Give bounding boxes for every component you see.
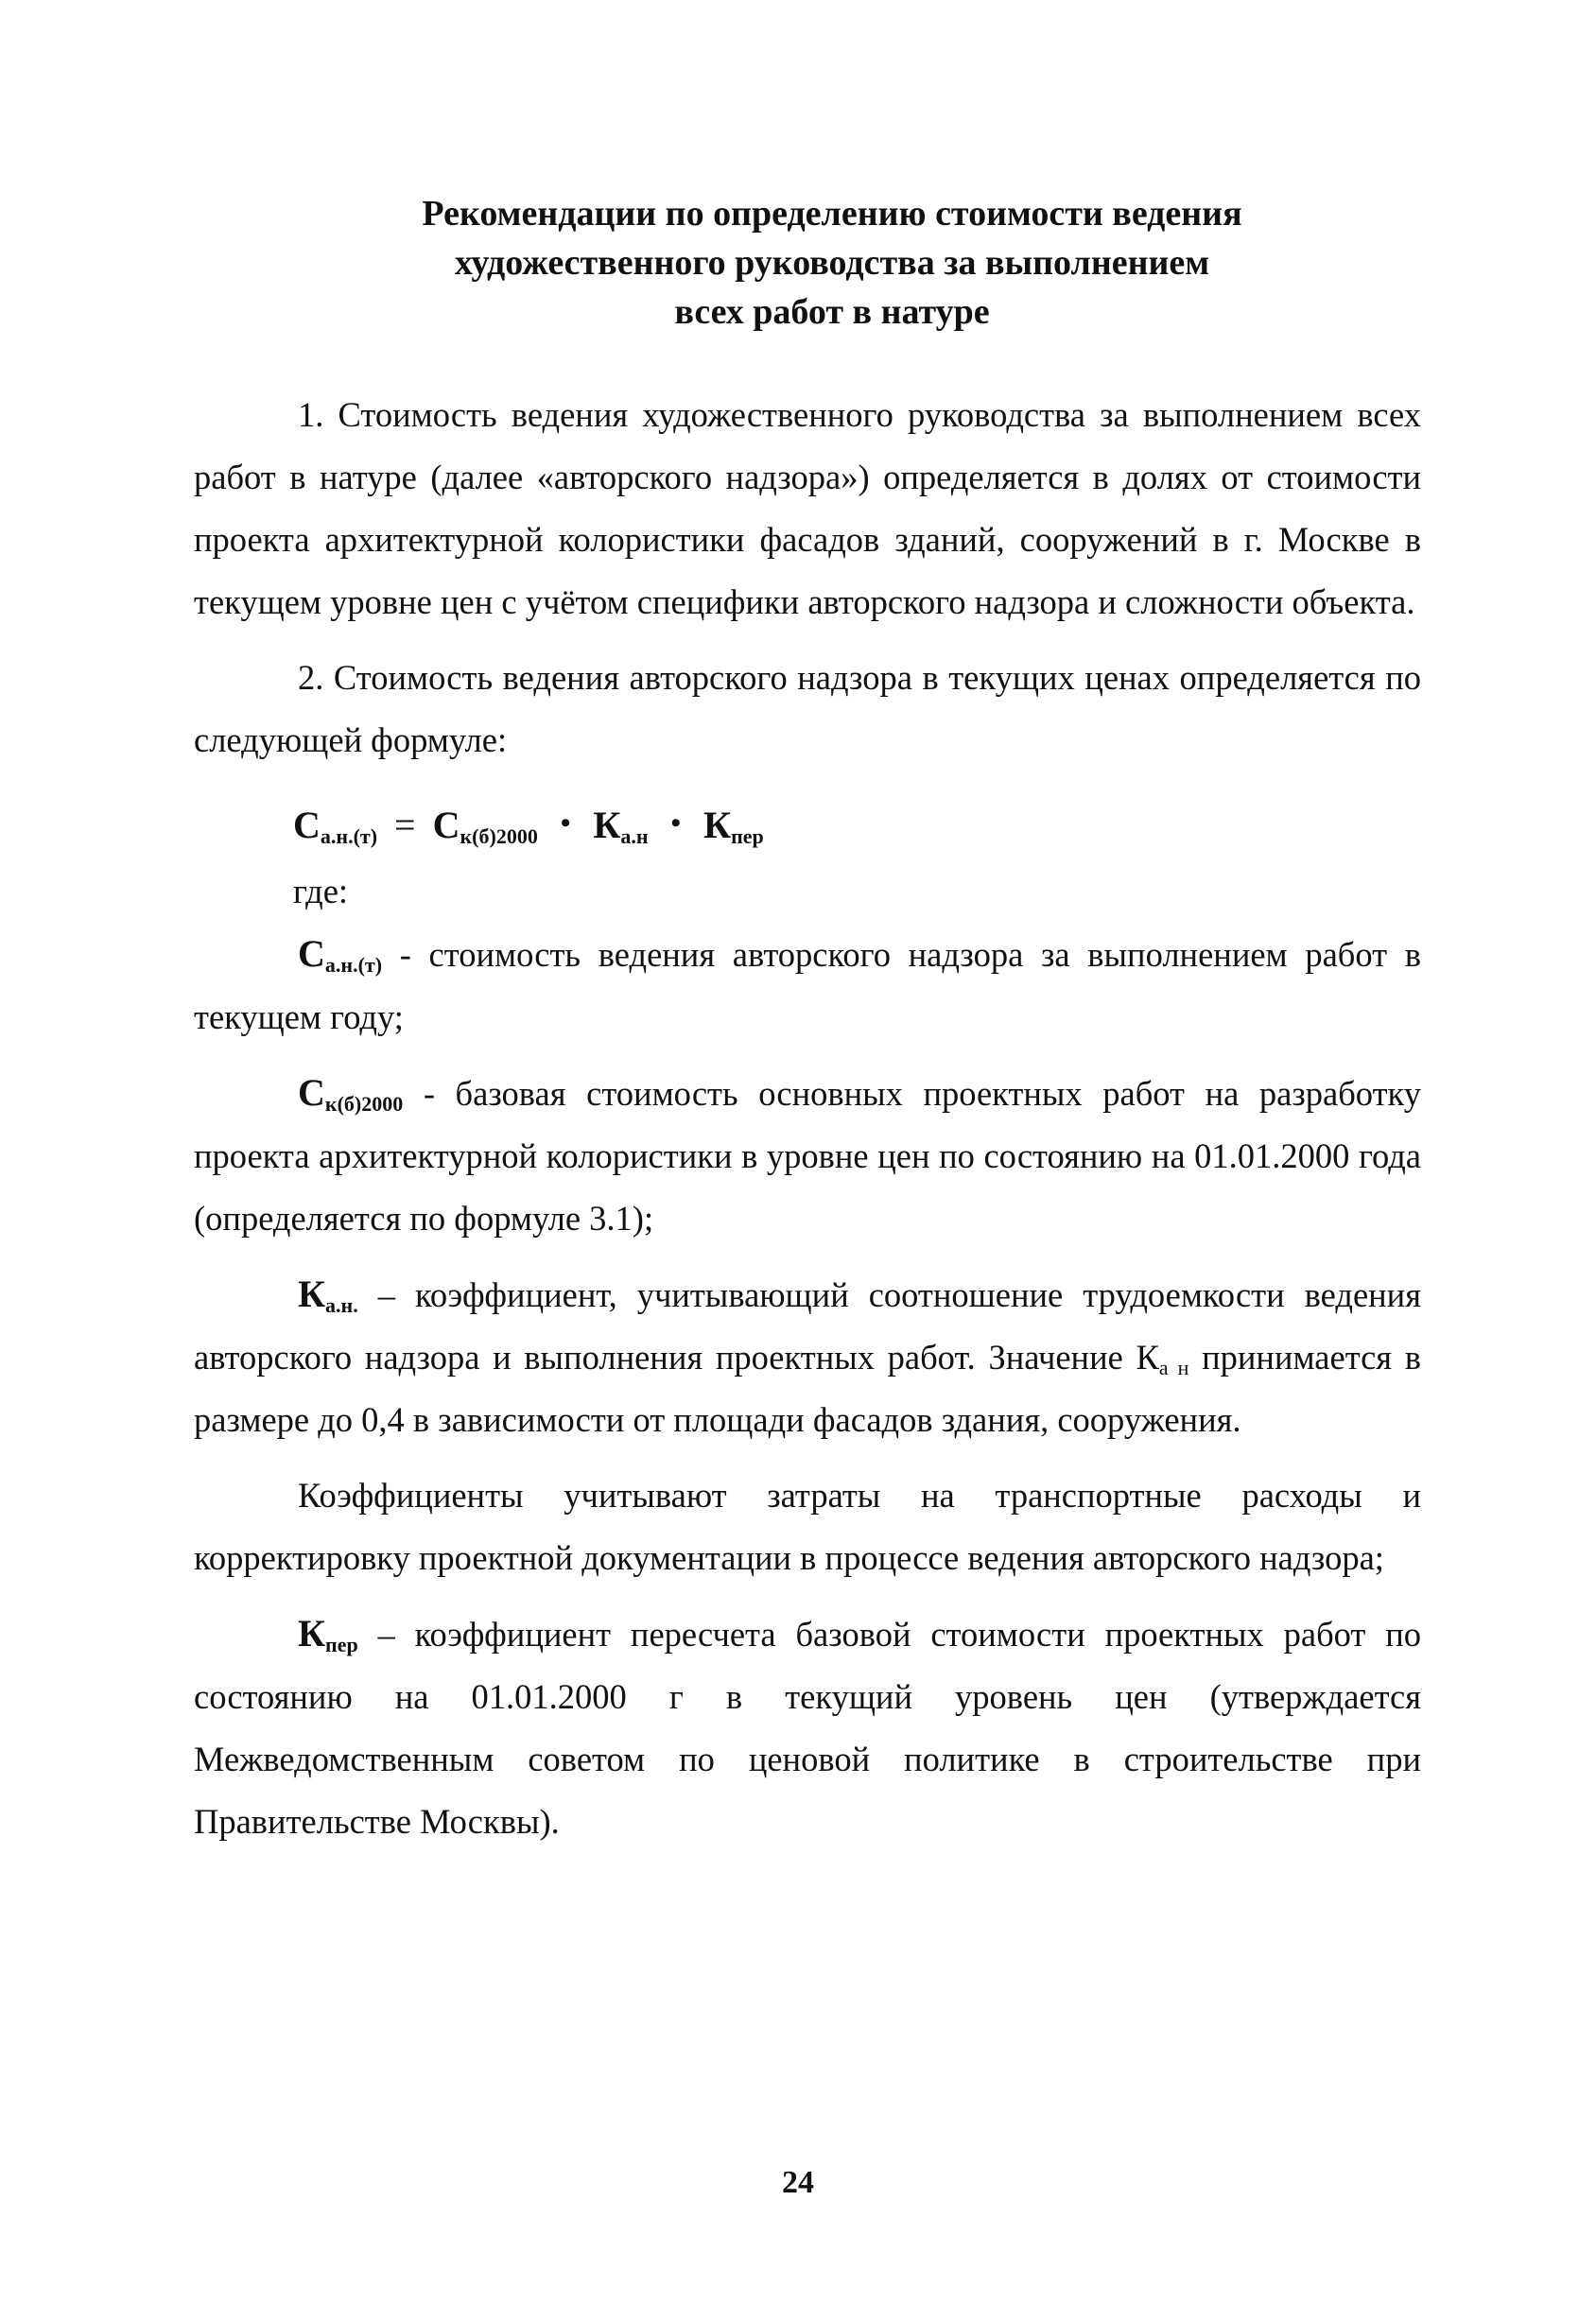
definition-text: - стоимость ведения авторского надзора за выполнением работ в текущем году;: [194, 935, 1421, 1036]
definition-supervision-coefficient: [194, 1263, 1421, 1451]
definition-text: - базовая стоимость основных проектных работ на разработку проекта архитектурной колористики в уровне цен по состоянию на 01.01.2000 года (определяется по формуле 3.1);: [194, 1074, 1421, 1238]
formula-lhs: $С_{а.н.(т)}$: [293, 804, 378, 848]
cost-formula: [194, 792, 1421, 857]
formula-term-recalc-coef: $К_{пер}$: [703, 804, 764, 848]
definition-text-tail: принимается в размере до 0,4 в зависимости от площади фасадов здания, сооружения.: [194, 1338, 1421, 1439]
definition-text: – коэффициент, учитывающий соотношение трудоемкости ведения авторского надзора и выполнения проектных работ. Значение К: [194, 1275, 1421, 1377]
title-line-2: художественного руководства за выполнением: [454, 243, 1210, 283]
definition-text: – коэффициент пересчета базовой стоимости проектных работ по состоянию на 01.01.2000 г в текущий уровень цен (утверждается Межведомственным советом по ценовой политике в строительстве при Правительстве Москвы).: [194, 1615, 1422, 1841]
definition-base-cost: [194, 1062, 1421, 1250]
paragraph-coefficients-note: Коэффициенты учитывают затраты на транспортные расходы и корректировку проектной документации в процессе ведения авторского надзора;: [194, 1476, 1421, 1577]
definition-symbol: $С_{к(б)2000}$: [298, 1071, 404, 1116]
title-line-1: Рекомендации по определению стоимости ведения: [422, 194, 1242, 234]
definition-symbol: $С_{а.н.(т)}$: [298, 932, 383, 977]
where-label: где:: [293, 872, 349, 910]
definition-current-cost: [194, 923, 1421, 1048]
formula-multiply-1: •: [560, 807, 571, 839]
formula-equals: =: [394, 804, 416, 846]
document-title: [284, 189, 1380, 337]
document-body: [194, 384, 1421, 1853]
paragraph-1: 1. Стоимость ведения художественного руководства за выполнением всех работ в натуре (далее «авторского надзора») определяется в долях от стоимости проекта архитектурной колористики фасадов зданий, сооружений в г. Москве в текущем уровне цен с учётом специфики авторского надзора и сложности объекта.: [194, 395, 1421, 621]
definition-symbol: $К_{а.н.}$: [298, 1273, 358, 1317]
definition-symbol: $К_{пер}$: [298, 1612, 358, 1656]
paragraph-2: 2. Стоимость ведения авторского надзора в текущих ценах определяется по следующей формуле:: [194, 658, 1421, 759]
formula-multiply-2: •: [670, 807, 682, 839]
definition-inline-sub: а н: [1158, 1356, 1189, 1379]
definition-recalc-coefficient: [194, 1603, 1421, 1853]
title-line-3: всех работ в натуре: [674, 292, 990, 332]
formula-term-base-cost: $С_{к(б)2000}$: [432, 804, 538, 848]
formula-term-supervision-coef: $К_{а.н}$: [593, 804, 649, 848]
page-number: 24: [782, 2165, 814, 2200]
